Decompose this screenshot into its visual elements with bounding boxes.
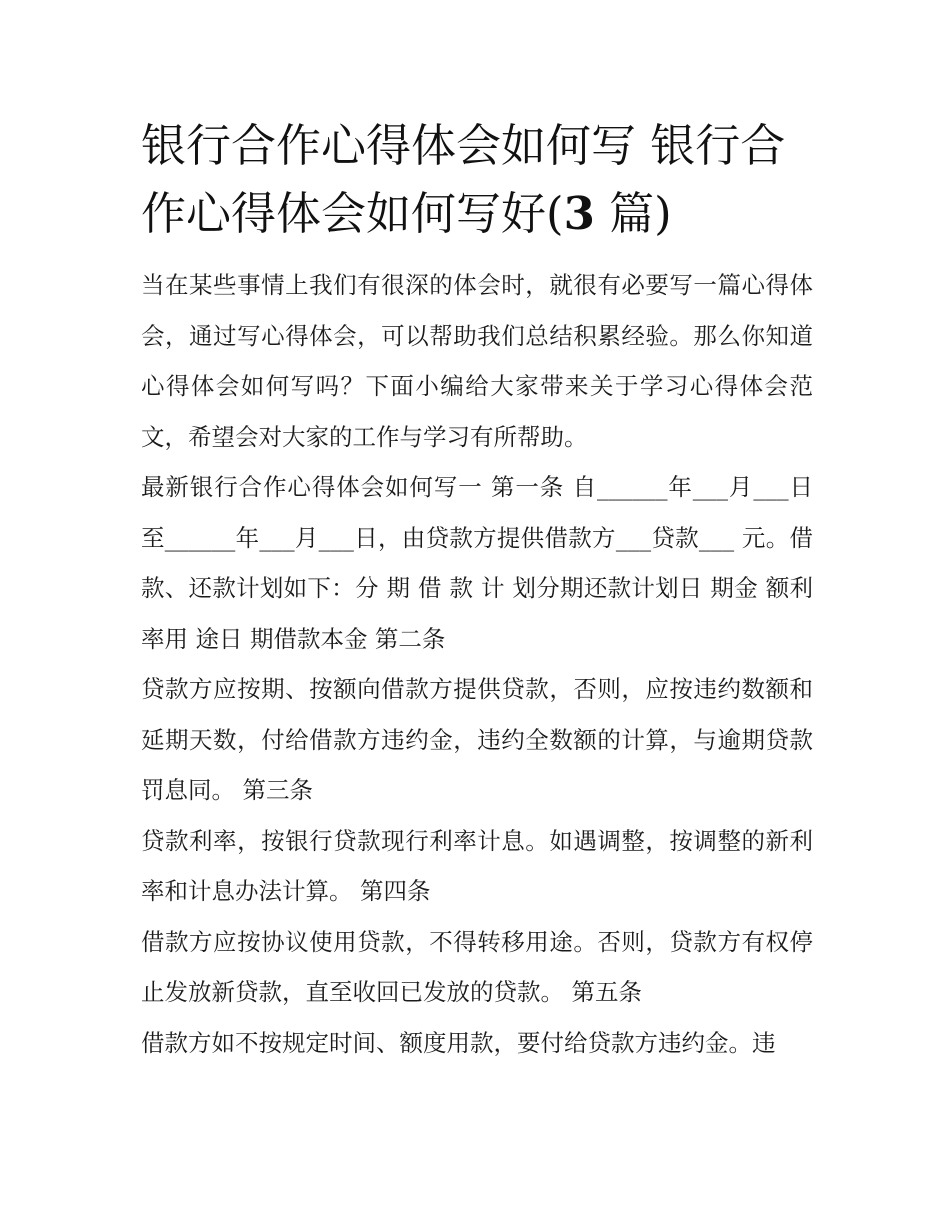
paragraph-article-5: 借款方如不按规定时间、额度用款，要付给贷款方违约金。违 [141, 1028, 776, 1057]
paragraph-intro: 当在某些事情上我们有很深的体会时，就很有必要写一篇心得体会，通过写心得体会，可以帮助我们总结积累经验。那么你知道心得体会如何写吗？下面小编给大家带来关于学习心得体会范文，希望会对大家的工作与学习有所帮助。 [141, 271, 813, 451]
paragraph-article-4: 借款方应按协议使用贷款，不得转移用途。否则，贷款方有权停止发放新贷款，直至收回已发放的贷款。 第五条 [141, 927, 813, 1006]
title-suffix: 篇) [594, 187, 672, 240]
document-body [141, 112, 813, 1068]
paragraph-article-3: 贷款利率，按银行贷款现行利率计息。如遇调整，按调整的新利率和计息办法计算。 第四条 [141, 826, 813, 905]
paragraph-article-1: 最新银行合作心得体会如何写一 第一条 自______年___月___日至______年___月___日，由贷款方提供借款方___贷款___ 元。借款、还款计划如下：分 期 借 款 计 划分期还款计划日 期金 额利 率用 途日 期借款本金 第二条 [141, 473, 813, 653]
title-text: 银行合作心得体会如何写 银行合作心得体会如何写好( [141, 119, 786, 240]
title-number: 3 [563, 187, 595, 240]
document-title [141, 112, 813, 248]
paragraph-article-2: 贷款方应按期、按额向借款方提供贷款，否则，应按违约数额和延期天数，付给借款方违约金，违约全数额的计算，与逾期贷款罚息同。 第三条 [141, 675, 813, 804]
